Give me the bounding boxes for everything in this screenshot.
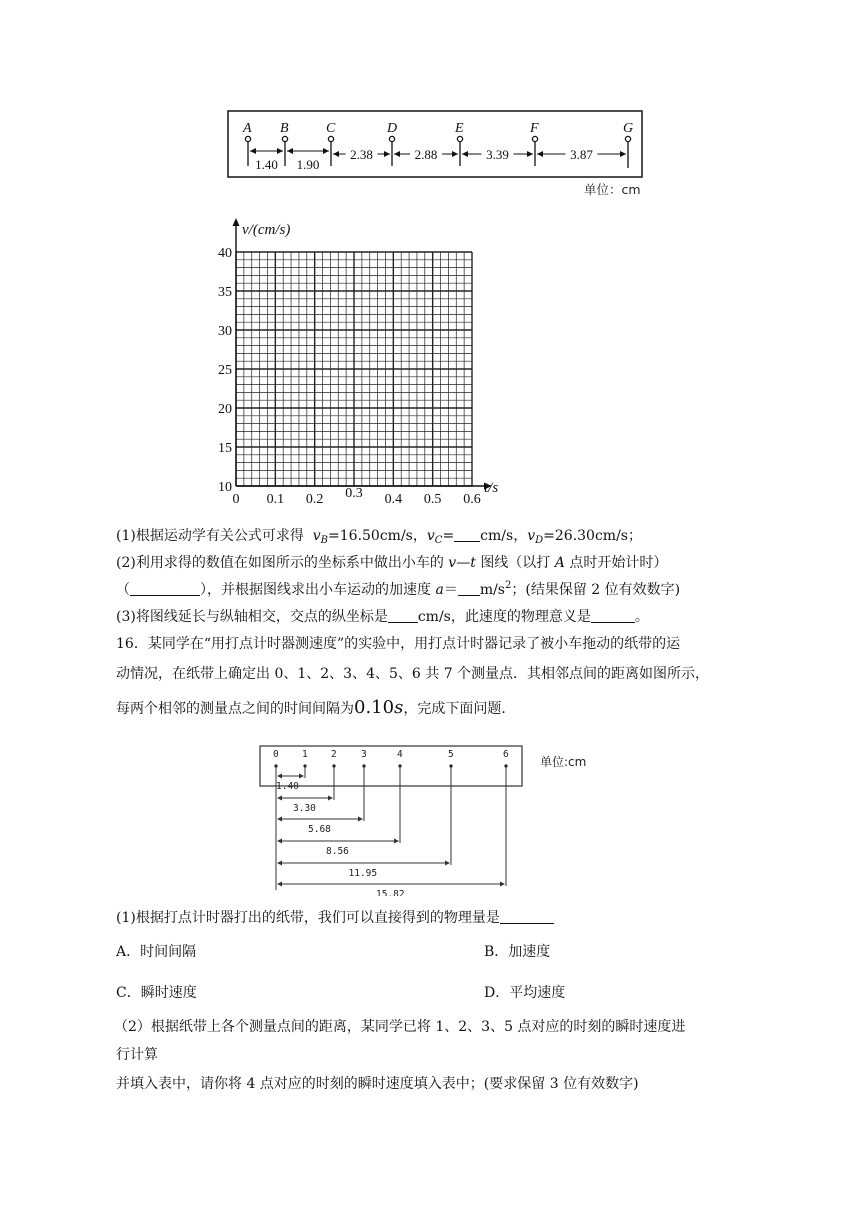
graph-ylabel: v/(cm/s)	[242, 222, 291, 238]
tape1-distance-label: 1.90	[296, 157, 320, 172]
option-c[interactable]: C．瞬时速度	[116, 985, 197, 1001]
tape1-point-label: A	[243, 121, 252, 136]
tape2-distance-label: 8.56	[326, 846, 349, 857]
y-tick-label: 40	[218, 246, 232, 261]
tape1-dot	[245, 136, 250, 141]
tape1-arrow-left	[333, 151, 339, 157]
tape2-arrow-right	[500, 882, 505, 887]
x-tick-label: 0.2	[305, 492, 324, 507]
sub1-blank[interactable]	[500, 909, 554, 924]
tape2-arrow-left	[277, 882, 282, 887]
tape1-dot	[457, 136, 462, 141]
vt-graph	[212, 212, 512, 512]
y-tick-label: 10	[218, 480, 232, 495]
tape2-distance-label: 5.68	[308, 824, 331, 835]
tape1-dot	[328, 136, 333, 141]
q16-sub2-line3: 并填入表中，请你将 4 点对应的时刻的瞬时速度填入表中；(要求保留 3 位有效数字)	[116, 1076, 639, 1092]
tape2-point-label: 5	[448, 749, 454, 760]
x-tick-label: 0.5	[423, 492, 442, 507]
tape2-arrow-left	[277, 817, 282, 822]
acceleration-blank[interactable]	[458, 581, 480, 596]
tape1-arrow-right	[323, 148, 329, 154]
tape2-arrow-right	[394, 839, 399, 844]
tape1-point-label: C	[326, 121, 336, 136]
tape2-arrow-left	[277, 796, 282, 801]
option-a[interactable]: A．时间间隔	[116, 944, 197, 960]
tape2-arrow-right	[358, 817, 363, 822]
graph-xlabel: t/s	[484, 480, 499, 496]
y-tick-label: 25	[218, 363, 232, 378]
q15-part2-line2: （ ），并根据图线求出小车运动的加速度 $a= m/s^2$；(结果保留 2 位有效数字)	[116, 580, 681, 598]
tape2-arrow-left	[277, 861, 282, 866]
tape-figure-2	[256, 744, 596, 896]
x-tick-label: 0.1	[266, 492, 285, 507]
q16-sub2-line2: 行计算	[116, 1047, 158, 1063]
graph-blank[interactable]	[130, 581, 200, 596]
tape2-point-label: 0	[273, 749, 279, 760]
tape1-arrow-right	[620, 151, 626, 157]
tape2-point-label: 1	[302, 749, 308, 760]
tape2-arrow-left	[277, 774, 282, 779]
tape1-distance-label: 3.87	[570, 147, 593, 162]
q15-part1: (1)根据运动学有关公式可求得 $v_B=16.50cm/s$，$v_C= cm/s$，$v_D=26.30cm/s$；	[116, 528, 642, 546]
tape2-distance-label: 15.82	[376, 889, 405, 896]
q16-sub1: (1)根据打点计时器打出的纸带，我们可以直接得到的物理量是	[116, 908, 554, 928]
option-d[interactable]: D．平均速度	[484, 985, 566, 1001]
tape1-arrow-right	[384, 151, 390, 157]
tape2-point-label: 4	[397, 749, 403, 760]
tape1-distance-label: 2.38	[350, 147, 373, 162]
meaning-blank[interactable]	[591, 608, 635, 623]
tape2-arrow-right	[445, 861, 450, 866]
tape2-arrow-left	[277, 839, 282, 844]
tape1-point-label: D	[387, 121, 398, 136]
tape1-dot	[282, 136, 287, 141]
q16-line2: 动情况，在纸带上确定出 0、1、2、3、4、5、6 共 7 个测量点．其相邻点间的距离如图所示，	[116, 666, 710, 682]
y-tick-label: 35	[218, 285, 232, 300]
x-tick-label: 0.3	[345, 486, 363, 501]
tape2-distance-label: 1.40	[276, 781, 299, 792]
q15-part3: (3)将图线延长与纵轴相交，交点的纵坐标是 cm/s，此速度的物理意义是 。	[116, 609, 649, 625]
tape1-arrow-left	[250, 148, 256, 154]
tape1-dot	[389, 136, 394, 141]
tape1-point-label: B	[280, 121, 289, 136]
tape2-unit-label: 单位:cm	[540, 755, 587, 769]
tape1-dot	[532, 136, 537, 141]
y-tick-label: 15	[218, 441, 232, 456]
option-b[interactable]: B．加速度	[484, 944, 551, 960]
tape1-unit-label: 单位：cm	[584, 182, 641, 197]
tape2-arrow-right	[299, 774, 304, 779]
tape1-arrow-left	[394, 151, 400, 157]
tape2-distance-label: 3.30	[293, 803, 316, 814]
y-tick-label: 20	[218, 402, 232, 417]
tape1-point-label: G	[623, 121, 634, 136]
tape1-arrow-left	[537, 151, 543, 157]
q16-line3: 每两个相邻的测量点之间的时间间隔为0.10s，完成下面问题．	[116, 697, 516, 718]
q16-sub2-line1: （2）根据纸带上各个测量点间的距离，某同学已将 1、2、3、5 点对应的时刻的瞬时速度进	[114, 1019, 686, 1035]
intercept-blank[interactable]	[388, 608, 418, 623]
tape1-distance-label: 2.88	[414, 147, 438, 162]
tape2-point-label: 2	[331, 749, 337, 760]
tape1-distance-label: 1.40	[255, 157, 278, 172]
x-tick-label: 0.4	[384, 492, 403, 507]
tape2-arrow-right	[328, 796, 333, 801]
tape-figure-1	[226, 108, 646, 200]
q15-part2-line1: (2)利用求得的数值在如图所示的坐标系中做出小车的 v—t 图线（以打 A 点时开始计时）	[116, 555, 668, 571]
tape1-arrow-right	[527, 151, 533, 157]
q16-line1: 16．某同学在“用打点计时器测速度”的实验中，用打点计时器记录了被小车拖动的纸带的运	[116, 636, 681, 652]
tape1-arrow-right	[452, 151, 458, 157]
tape2-point-label: 6	[503, 749, 509, 760]
tape1-arrow-right	[277, 148, 283, 154]
x-tick-label: 0.6	[463, 492, 481, 507]
y-axis-arrow	[233, 218, 240, 226]
tape1-arrow-left	[462, 151, 468, 157]
tape1-point-label: F	[530, 121, 539, 136]
tape1-distance-label: 3.39	[486, 147, 509, 162]
tape1-arrow-left	[287, 148, 293, 154]
tape1-point-label: E	[455, 121, 464, 136]
vc-blank[interactable]	[454, 527, 480, 542]
x-tick-label: 0	[232, 492, 240, 507]
y-tick-label: 30	[218, 324, 232, 339]
tape1-dot	[625, 136, 630, 141]
tape2-distance-label: 11.95	[348, 868, 378, 879]
tape2-point-label: 3	[361, 749, 367, 760]
